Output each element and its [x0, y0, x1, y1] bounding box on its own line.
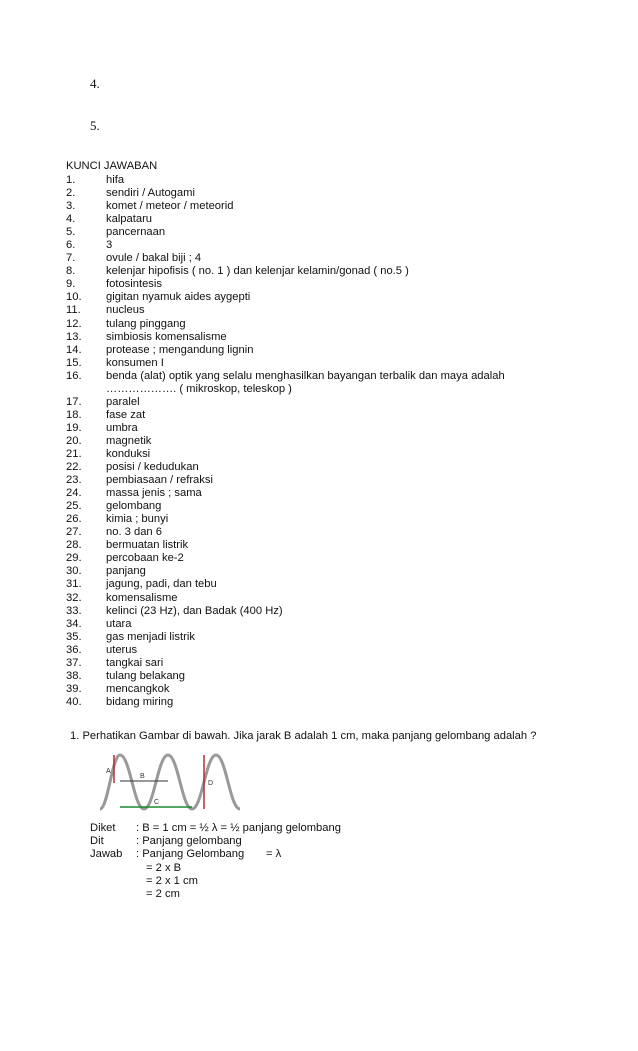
- answer-row: [66, 461, 606, 474]
- answer-number: 16.: [66, 369, 82, 382]
- answer-row: [66, 487, 606, 500]
- answer-text: bidang miring: [106, 695, 174, 708]
- answer-text: hifa: [106, 174, 125, 186]
- answer-text: pancernaan: [106, 226, 166, 239]
- answer-row: [66, 513, 606, 526]
- answer-row: [66, 304, 606, 317]
- answer-text: pembiasaan / refraksi: [106, 474, 213, 487]
- answer-text: tangkai sari: [106, 656, 164, 669]
- answer-row: [66, 670, 606, 683]
- answer-number: 32.: [66, 591, 82, 604]
- answer-row: [66, 657, 606, 670]
- answer-row: [66, 565, 606, 578]
- answer-row: [66, 357, 606, 370]
- answer-row: [66, 396, 606, 409]
- answer-number: 11.: [66, 304, 81, 317]
- answer-row: [66, 448, 606, 461]
- answer-number: 5.: [66, 226, 76, 239]
- diket-value: : B = 1 cm = ½ λ = ½ panjang gelombang: [136, 822, 341, 834]
- answer-row: [66, 422, 606, 435]
- answer-text: komet / meteor / meteorid: [106, 200, 234, 213]
- answer-row: [66, 474, 606, 487]
- answer-text: kalpataru: [106, 213, 153, 226]
- answer-number: 36.: [66, 643, 82, 656]
- answer-text: kelinci (23 Hz), dan Badak (400 Hz): [106, 604, 283, 617]
- answer-text: 3: [106, 239, 113, 252]
- dit-value: : Panjang gelombang: [136, 835, 242, 848]
- answer-number: 40.: [66, 695, 82, 708]
- answer-number: 20.: [66, 434, 82, 447]
- answer-text: utara: [106, 617, 132, 630]
- answer-text: gas menjadi listrik: [106, 630, 195, 643]
- answer-text: posisi / kedudukan: [106, 461, 199, 474]
- answer-number: 9.: [66, 278, 76, 291]
- diket-label: Diket: [90, 822, 116, 834]
- answer-row: [66, 631, 606, 644]
- answer-number: 1.: [66, 174, 76, 186]
- answer-text: mencangkok: [106, 682, 170, 695]
- answer-row: [66, 618, 606, 631]
- jawab-value: : Panjang Gelombang = λ: [136, 848, 282, 861]
- answer-text: fotosintesis: [106, 278, 162, 291]
- answer-row: [66, 213, 606, 226]
- answer-row: [66, 383, 606, 396]
- answer-number: 6.: [66, 239, 76, 252]
- question-1: 1. Perhatikan Gambar di bawah. Jika jarak B adalah 1 cm, maka panjang gelombang adalah ?: [70, 730, 537, 742]
- answer-text: fase zat: [106, 408, 146, 421]
- answer-text: paralel: [106, 395, 140, 408]
- answer-text: bermuatan listrik: [106, 539, 189, 552]
- calc-step-2: = 2 x 1 cm: [146, 874, 198, 887]
- answer-number: 39.: [66, 682, 82, 695]
- answer-text: ovule / bakal biji ; 4: [106, 252, 202, 265]
- answer-row: [66, 683, 606, 696]
- label-a: A: [106, 768, 111, 775]
- list-item-4: 4.: [90, 76, 100, 91]
- answer-number: 10.: [66, 291, 82, 304]
- answer-row: [66, 278, 606, 291]
- answer-number: 14.: [66, 343, 82, 356]
- answer-row: [66, 539, 606, 552]
- answer-number: 21.: [66, 447, 82, 460]
- answer-text: tulang belakang: [106, 669, 186, 682]
- list-item-5: 5.: [90, 118, 100, 133]
- answer-row: [66, 370, 606, 383]
- dit-label: Dit: [90, 835, 104, 848]
- answer-text: magnetik: [106, 434, 152, 447]
- answer-row: [66, 265, 606, 278]
- answer-row: [66, 500, 606, 513]
- jawab-row: [90, 848, 341, 861]
- answer-text: kelenjar hipofisis ( no. 1 ) dan kelenjar kelamin/gonad ( no.5 ): [106, 265, 409, 278]
- answer-number: 4.: [66, 213, 76, 226]
- answer-text: massa jenis ; sama: [106, 487, 202, 500]
- answer-row: [66, 200, 606, 213]
- answer-text: simbiosis komensalisme: [106, 330, 227, 343]
- answer-row: [66, 578, 606, 591]
- answer-row: [66, 605, 606, 618]
- wave-diagram: [96, 747, 246, 815]
- answer-number: 7.: [66, 252, 76, 265]
- answer-number: 38.: [66, 669, 82, 682]
- answer-number: 29.: [66, 552, 82, 565]
- answer-row: [66, 331, 606, 344]
- answer-row: [66, 318, 606, 331]
- answer-number: 33.: [66, 604, 82, 617]
- answer-row: [66, 187, 606, 200]
- answer-number: 30.: [66, 565, 82, 578]
- answer-number: 24.: [66, 487, 82, 500]
- answer-row: [66, 226, 606, 239]
- answer-text: kimia ; bunyi: [106, 513, 169, 526]
- answer-number: [66, 383, 106, 396]
- answer-row: [66, 291, 606, 304]
- dit-row: [90, 835, 341, 848]
- answer-number: 34.: [66, 617, 82, 630]
- answer-key-title: KUNCI JAWABAN: [66, 160, 158, 172]
- answer-number: 17.: [66, 395, 82, 408]
- answer-row: [66, 174, 606, 187]
- answer-text: umbra: [106, 421, 138, 434]
- answer-row: [66, 552, 606, 565]
- answer-key-list: [66, 174, 606, 709]
- label-b: B: [140, 773, 145, 780]
- answer-number: 31.: [66, 578, 82, 591]
- solution-block: [90, 822, 341, 901]
- answer-row: [66, 592, 606, 605]
- answer-text: komensalisme: [106, 591, 178, 604]
- answer-number: 37.: [66, 656, 82, 669]
- answer-number: 3.: [66, 200, 76, 213]
- diket-row: [90, 822, 341, 835]
- answer-text: konduksi: [106, 447, 151, 460]
- jawab-label: Jawab: [90, 848, 123, 861]
- answer-text: konsumen I: [106, 356, 164, 369]
- answer-number: 12.: [66, 317, 82, 330]
- answer-row: [66, 435, 606, 448]
- label-c: C: [154, 799, 160, 806]
- answer-text: uterus: [106, 643, 138, 656]
- answer-number: 2.: [66, 187, 76, 200]
- answer-row: [66, 409, 606, 422]
- answer-number: 35.: [66, 630, 82, 643]
- answer-text: benda (alat) optik yang selalu menghasilkan bayangan terbalik dan maya adalah: [106, 369, 505, 382]
- answer-row: [66, 696, 606, 709]
- answer-text: gelombang: [106, 500, 162, 513]
- answer-text: jagung, padi, dan tebu: [106, 578, 217, 591]
- answer-text: tulang pinggang: [106, 317, 186, 330]
- calc-step-1: = 2 x B: [146, 861, 182, 874]
- answer-text: gigitan nyamuk aides aygepti: [106, 291, 251, 304]
- answer-text: protease ; mengandung lignin: [106, 343, 254, 356]
- answer-number: 25.: [66, 500, 82, 513]
- answer-number: 13.: [66, 330, 82, 343]
- answer-text: panjang: [106, 565, 146, 578]
- answer-number: 18.: [66, 408, 82, 421]
- answer-row: [66, 239, 606, 252]
- answer-text: no. 3 dan 6: [106, 526, 162, 539]
- label-d: D: [208, 780, 214, 787]
- answer-number: 23.: [66, 474, 82, 487]
- calc-step-3: = 2 cm: [146, 887, 180, 900]
- answer-number: 22.: [66, 461, 82, 474]
- answer-number: 15.: [66, 356, 82, 369]
- answer-text: percobaan ke-2: [106, 552, 184, 565]
- answer-row: [66, 252, 606, 265]
- answer-number: 27.: [66, 526, 82, 539]
- answer-text: ………………. ( mikroskop, teleskop ): [106, 382, 292, 395]
- answer-text: sendiri / Autogami: [106, 187, 195, 200]
- answer-number: 8.: [66, 265, 76, 278]
- answer-number: 19.: [66, 421, 82, 434]
- answer-row: [66, 526, 606, 539]
- answer-text: nucleus: [106, 304, 145, 317]
- answer-row: [66, 644, 606, 657]
- answer-row: [66, 344, 606, 357]
- answer-number: 26.: [66, 513, 82, 526]
- answer-number: 28.: [66, 539, 82, 552]
